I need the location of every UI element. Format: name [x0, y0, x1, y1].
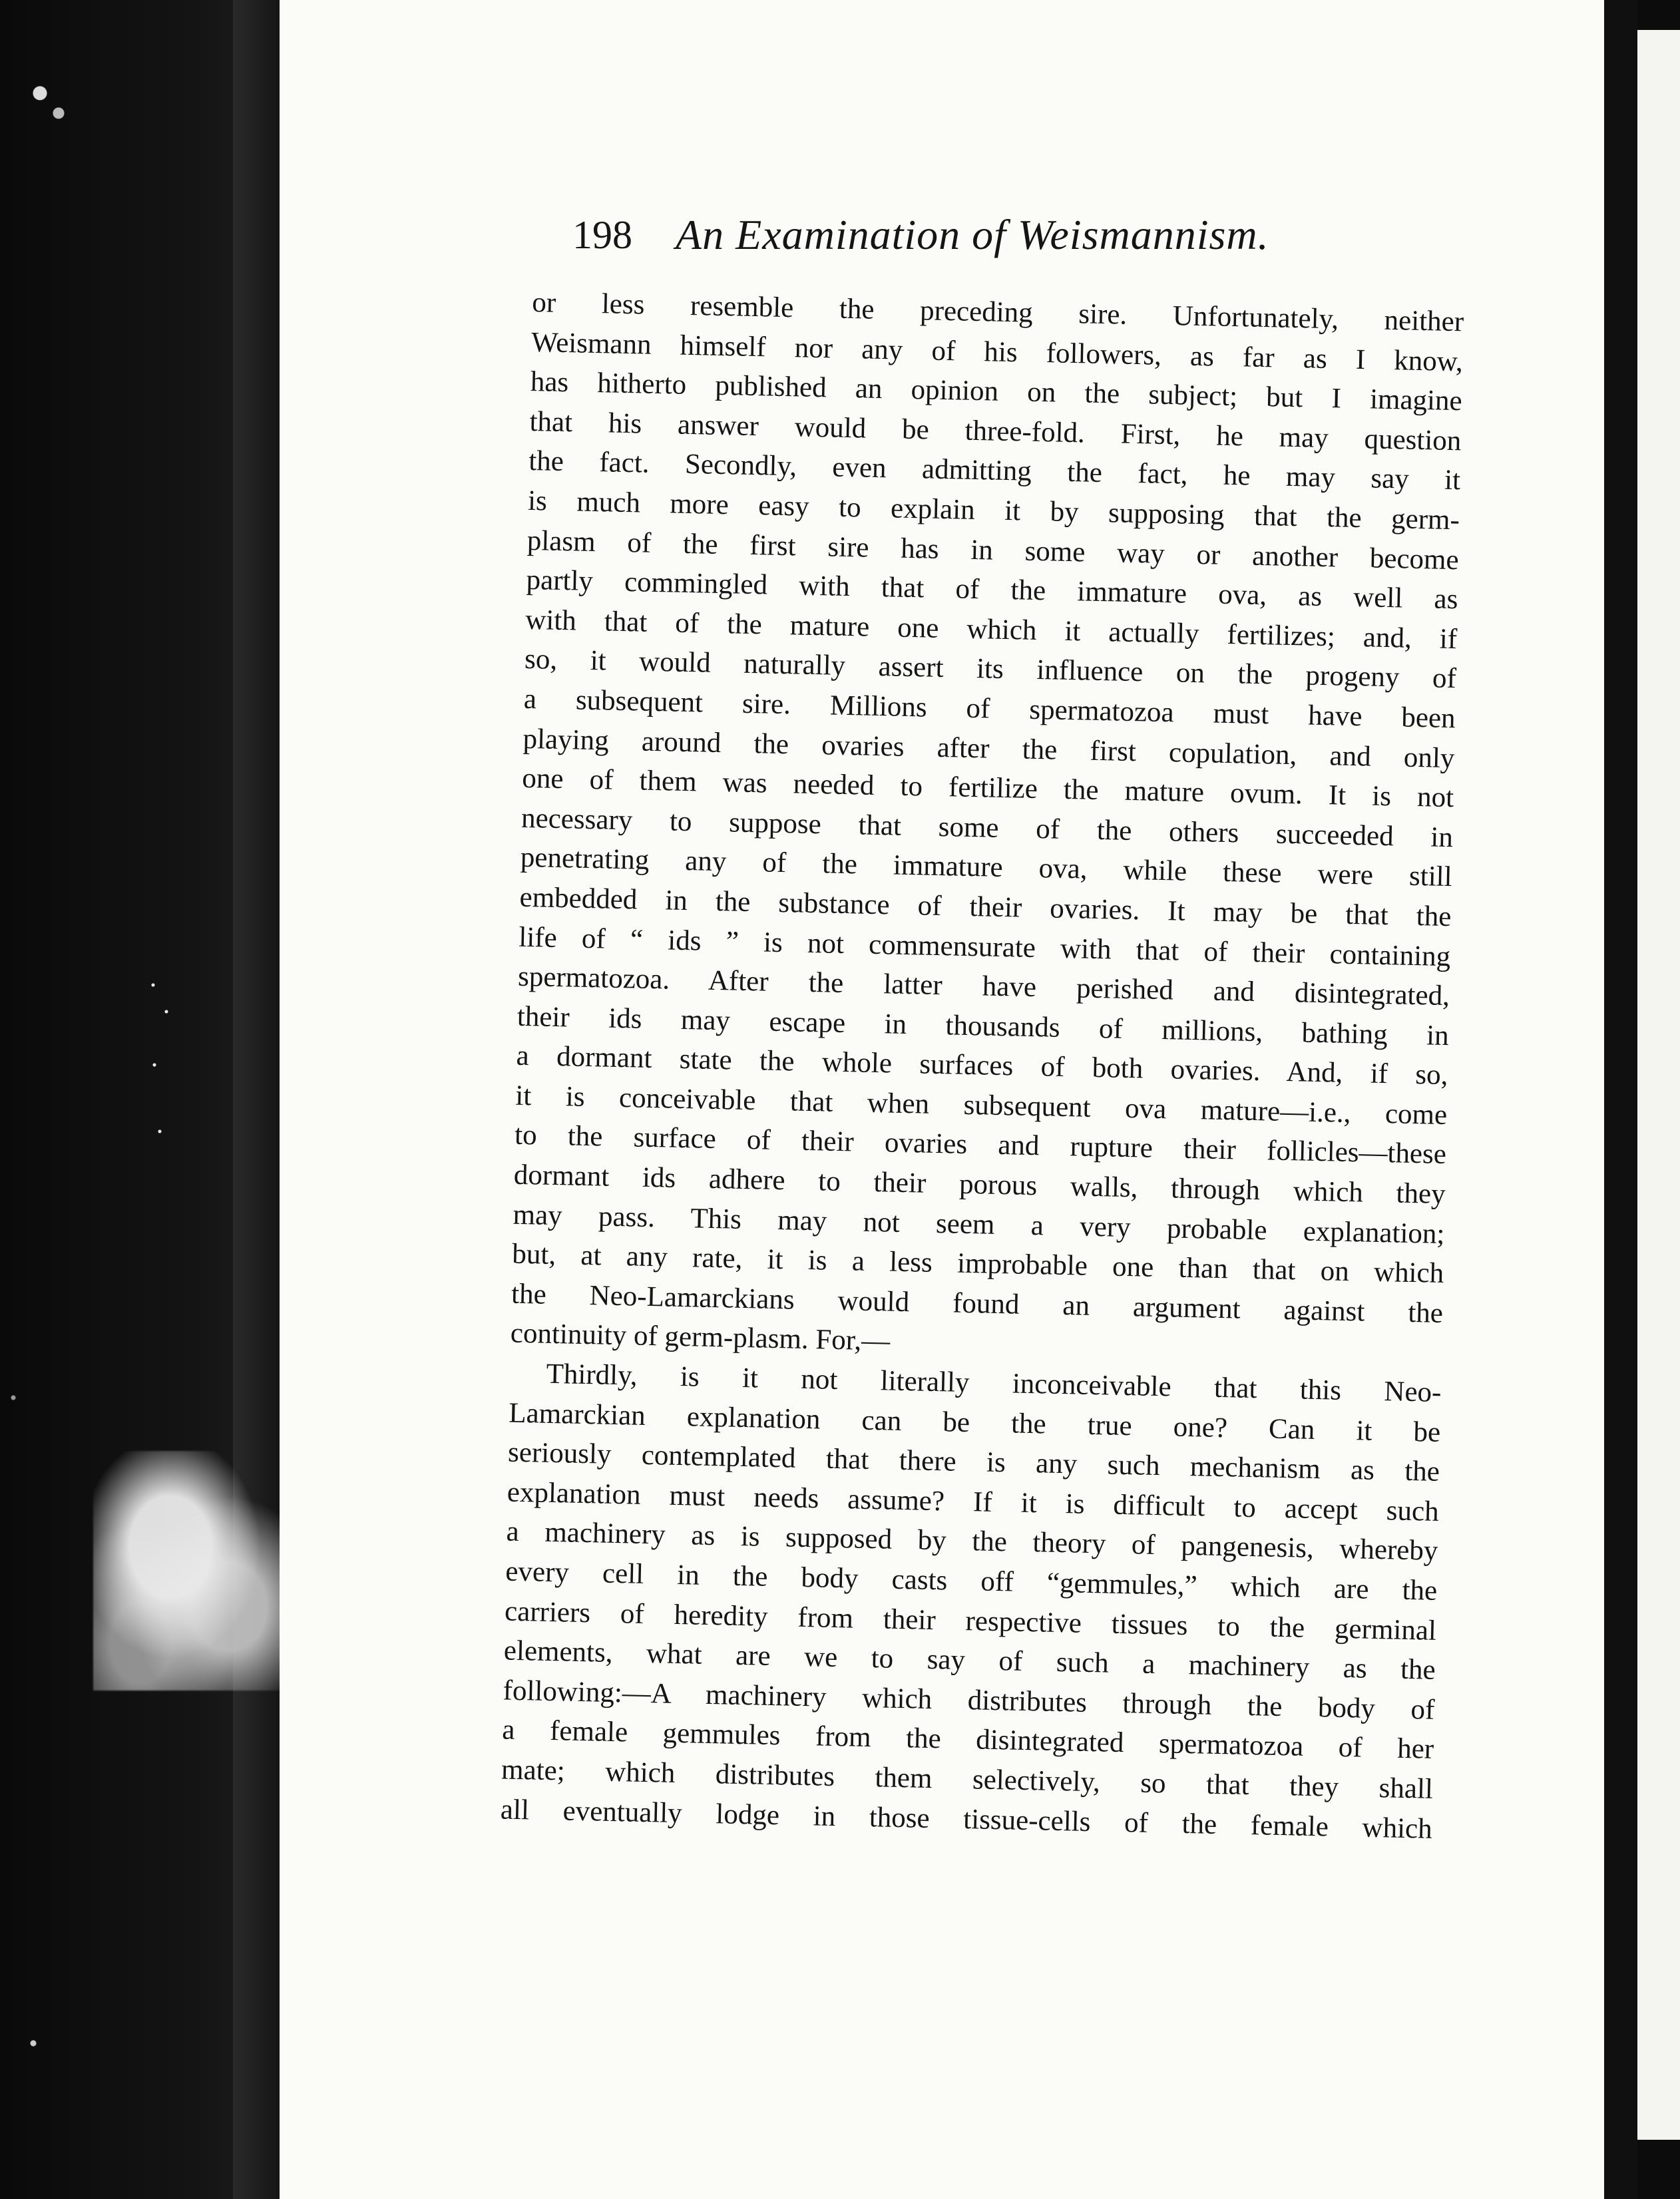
page-gutter-right	[1604, 0, 1637, 2199]
text-line: playing around the ovaries after the first copulation, and only	[523, 723, 1455, 774]
text-line: their ids may escape in thousands of millions, bathing in	[517, 1000, 1450, 1052]
text-line: it is conceivable that when subsequent ova mature—i.e., come	[515, 1080, 1448, 1131]
text-line: explanation must needs assume? If it is difficult to accept such	[507, 1476, 1440, 1527]
text-line: embedded in the substance of their ovaries. It may be that the	[519, 881, 1452, 933]
adjacent-page-edge	[1637, 30, 1680, 2140]
page-header	[572, 205, 1391, 265]
text-line: Weismann himself nor any of his followers, as far as I know,	[530, 326, 1464, 377]
paragraph-2	[500, 1354, 1442, 1849]
text-line: spermatozoa. After the latter have perished and disintegrated,	[517, 960, 1450, 1012]
text-line: every cell in the body casts off “gemmules,” which are the	[505, 1555, 1438, 1607]
text-line: so, it would naturally assert its influence on the progeny of	[524, 644, 1457, 695]
text-line: the fact. Secondly, even admitting the fact, he may say it	[528, 445, 1461, 497]
text-line: may pass. This may not seem a very probable explanation;	[513, 1199, 1445, 1250]
text-line: all eventually lodge in those tissue-cells of the female which	[500, 1794, 1433, 1845]
text-line: or less resemble the preceding sire. Unfortunately, neither	[531, 286, 1464, 338]
text-line: life of “ ids ” is not commensurate with that of their containing	[518, 921, 1451, 972]
text-line: penetrating any of the immature ova, while these were still	[520, 842, 1453, 893]
text-line: to the surface of their ovaries and rupture their follicles—these	[514, 1119, 1447, 1171]
text-line: seriously contemplated that there is any such mechanism as the	[507, 1436, 1440, 1488]
paper-stain	[93, 1451, 286, 1691]
text-line: Thirdly, is it not literally inconceivable that this Neo-	[546, 1358, 1442, 1408]
text-line: continuity of germ-plasm. For,—	[510, 1318, 891, 1358]
running-title: An Examination of Weismannism.	[676, 211, 1269, 258]
text-line: partly commingled with that of the immature ova, as well as	[526, 564, 1458, 616]
text-line: a subsequent sire. Millions of spermatozoa must have been	[523, 683, 1456, 735]
text-line: that his answer would be three-fold. First, he may question	[529, 405, 1462, 457]
text-line: following:—A machinery which distributes through the body of	[503, 1675, 1435, 1726]
paragraph-1	[510, 283, 1464, 1373]
text-line: elements, what are we to say of such a machinery as the	[503, 1635, 1436, 1687]
text-line: with that of the mature one which it actually fertilizes; and, if	[525, 604, 1458, 655]
text-line: but, at any rate, it is a less improbable one than that on which	[511, 1238, 1444, 1290]
text-line: mate; which distributes them selectively, so that they shall	[501, 1754, 1434, 1805]
text-line: dormant ids adhere to their porous walls, through which they	[513, 1159, 1446, 1211]
text-line: Lamarckian explanation can be the true one? Can it be	[508, 1397, 1441, 1448]
text-line: necessary to suppose that some of the others succeeded in	[521, 802, 1454, 853]
text-line: the Neo-Lamarckians would found an argument against the	[511, 1278, 1444, 1329]
text-line: is much more easy to explain it by supposing that the germ-	[527, 485, 1460, 536]
inner-margin-shadow	[233, 0, 280, 2199]
text-line: plasm of the first sire has in some way or another become	[526, 524, 1460, 576]
page-body	[499, 283, 1464, 1926]
text-line: one of them was needed to fertilize the mature ovum. It is not	[521, 762, 1454, 814]
text-line: a female gemmules from the disintegrated spermatozoa of her	[501, 1714, 1434, 1766]
text-line: has hitherto published an opinion on the subject; but I imagine	[530, 366, 1463, 417]
text-line: carriers of heredity from their respective tissues to the germinal	[504, 1595, 1437, 1647]
text-line: a machinery as is supposed by the theory of pangenesis, whereby	[506, 1515, 1438, 1567]
text-line: a dormant state the whole surfaces of both ovaries. And, if so,	[516, 1040, 1448, 1092]
page-number: 198	[572, 213, 632, 257]
